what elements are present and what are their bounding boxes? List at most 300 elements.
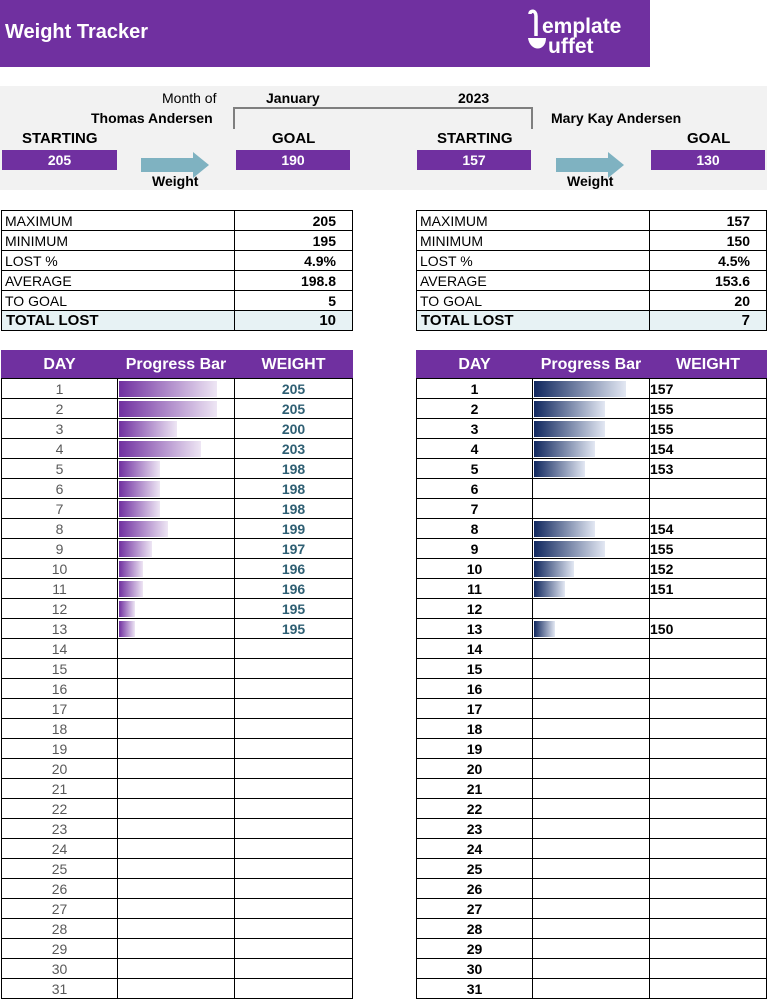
weight-cell[interactable]: 154 [650,519,767,539]
day-cell: 12 [417,599,533,619]
progress-bar-fill [534,561,574,577]
table-row [417,959,767,979]
day-cell: 3 [417,419,533,439]
weight-cell[interactable]: 205 [235,379,353,399]
progress-bar-cell [533,919,650,939]
table-row [2,499,353,519]
weight-cell[interactable]: 200 [235,419,353,439]
progress-bar-cell [533,679,650,699]
day-cell: 31 [417,979,533,999]
stat-row [2,291,353,311]
weight-cell[interactable] [650,659,767,679]
progress-bar-cell [533,419,650,439]
weight-cell[interactable] [235,639,353,659]
weight-cell[interactable] [235,799,353,819]
progress-bar-fill [534,621,555,637]
weight-cell[interactable]: 157 [650,379,767,399]
table-row [417,559,767,579]
person1-goal-value[interactable]: 190 [236,150,350,170]
weight-cell[interactable] [235,699,353,719]
progress-bar-cell [533,639,650,659]
progress-bar-fill [534,441,595,457]
weight-cell[interactable] [650,499,767,519]
day-cell: 22 [2,799,118,819]
stat-value[interactable]: 150 [650,231,767,251]
table-row [417,379,767,399]
table-row [417,439,767,459]
progress-bar-cell [533,699,650,719]
day-cell: 6 [2,479,118,499]
weight-cell[interactable] [235,919,353,939]
progress-bar-cell [533,979,650,999]
weight-cell[interactable] [650,679,767,699]
progress-bar-fill [119,561,143,577]
table-row [2,679,353,699]
day-cell: 10 [417,559,533,579]
progress-bar-cell [118,719,235,739]
table-row [417,759,767,779]
person2-goal-label: GOAL [687,130,731,147]
page-title: Weight Tracker [5,21,149,43]
day-cell: 26 [417,879,533,899]
svg-text:uffet: uffet [548,35,594,58]
table-row [2,939,353,959]
day-cell: 29 [2,939,118,959]
progress-bar-cell [118,939,235,959]
weight-cell[interactable] [235,939,353,959]
weight-cell[interactable] [650,959,767,979]
day-cell: 25 [2,859,118,879]
day-cell: 19 [2,739,118,759]
weight-cell[interactable] [650,779,767,799]
progress-bar-cell [118,479,235,499]
stat-value[interactable]: 20 [650,291,767,311]
progress-bar-fill [534,541,605,557]
progress-bar-cell [533,619,650,639]
stat-label: AVERAGE [2,271,235,291]
progress-bar-fill [119,601,135,617]
progress-bar-cell [118,699,235,719]
day-cell: 9 [2,539,118,559]
progress-bar-cell [533,899,650,919]
stat-label: MINIMUM [2,231,235,251]
progress-bar-fill [119,481,160,497]
progress-bar-fill [534,421,605,437]
table-row [2,859,353,879]
weight-cell[interactable] [650,919,767,939]
weight-cell[interactable] [650,739,767,759]
table-row [417,659,767,679]
person1-starting-value[interactable]: 205 [2,150,117,170]
progress-bar-cell [533,799,650,819]
progress-bar-fill [534,581,565,597]
table-row [2,699,353,719]
table-row [2,599,353,619]
weight-cell[interactable]: 155 [650,539,767,559]
weight-cell[interactable] [235,879,353,899]
day-cell: 19 [417,739,533,759]
day-cell: 11 [2,579,118,599]
stat-value[interactable]: 5 [235,291,353,311]
progress-column-header: Progress Bar [118,351,235,379]
day-cell: 17 [417,699,533,719]
weight-cell[interactable] [650,879,767,899]
weight-cell[interactable] [650,939,767,959]
weight-cell[interactable] [235,979,353,999]
day-cell: 13 [2,619,118,639]
table-row [417,839,767,859]
progress-bar-cell [118,599,235,619]
day-cell: 4 [417,439,533,459]
weight-cell[interactable]: 195 [235,599,353,619]
progress-bar-cell [118,799,235,819]
weight-cell[interactable]: 196 [235,559,353,579]
weight-column-header: WEIGHT [235,351,353,379]
table-row [2,379,353,399]
weight-cell[interactable] [650,639,767,659]
stat-value[interactable]: 153.6 [650,271,767,291]
person2-stats-table [416,210,767,331]
table-row [417,459,767,479]
day-cell: 31 [2,979,118,999]
person1-starting-label: STARTING [22,130,98,147]
total-lost-label: TOTAL LOST [417,311,650,331]
weight-cell[interactable] [650,839,767,859]
progress-bar-cell [533,499,650,519]
weight-cell[interactable] [650,599,767,619]
weight-cell[interactable]: 198 [235,459,353,479]
day-cell: 1 [2,379,118,399]
day-cell: 5 [417,459,533,479]
progress-bar-cell [118,919,235,939]
person2-goal-value[interactable]: 130 [651,150,765,170]
table-row [2,759,353,779]
weight-cell[interactable] [235,959,353,979]
weight-cell[interactable] [650,799,767,819]
weight-cell[interactable] [235,839,353,859]
progress-bar-cell [118,459,235,479]
weight-cell[interactable] [650,979,767,999]
weight-cell[interactable] [650,819,767,839]
day-cell: 3 [2,419,118,439]
table-row [2,739,353,759]
progress-bar-cell [533,859,650,879]
day-cell: 17 [2,699,118,719]
day-cell: 14 [2,639,118,659]
table-row [417,419,767,439]
progress-bar-cell [118,839,235,859]
table-row [417,859,767,879]
table-row [417,979,767,999]
progress-bar-cell [118,579,235,599]
day-cell: 30 [2,959,118,979]
day-cell: 29 [417,939,533,959]
day-cell: 2 [417,399,533,419]
table-row [417,519,767,539]
table-row [2,819,353,839]
table-row [2,479,353,499]
table-row [417,819,767,839]
stat-value[interactable]: 195 [235,231,353,251]
total-lost-value[interactable]: 7 [650,311,767,331]
stat-row [2,211,353,231]
template-buffet-logo [524,8,650,58]
day-cell: 24 [2,839,118,859]
weight-cell[interactable]: 155 [650,419,767,439]
table-row [417,679,767,699]
progress-bar-cell [118,439,235,459]
progress-bar-cell [533,779,650,799]
progress-bar-fill [119,381,217,397]
day-cell: 21 [417,779,533,799]
svg-text:emplate: emplate [542,15,622,38]
table-row [2,959,353,979]
table-row [417,639,767,659]
day-cell: 10 [2,559,118,579]
year-value[interactable]: 2023 [458,90,490,106]
table-row [2,919,353,939]
total-lost-value[interactable]: 10 [235,311,353,331]
table-row [417,619,767,639]
progress-bar-fill [119,621,135,637]
progress-bar-cell [533,599,650,619]
day-cell: 28 [2,919,118,939]
progress-bar-cell [118,979,235,999]
summary-band [0,86,767,190]
weight-cell[interactable]: 199 [235,519,353,539]
weight-column-header: WEIGHT [650,351,767,379]
stat-value[interactable]: 157 [650,211,767,231]
table-row [2,439,353,459]
progress-bar-fill [119,421,177,437]
day-cell: 8 [417,519,533,539]
stat-label: MAXIMUM [2,211,235,231]
table-row [417,919,767,939]
weight-cell[interactable]: 198 [235,479,353,499]
person1-name[interactable]: Thomas Andersen [91,110,213,126]
table-row [417,599,767,619]
month-bracket [233,107,533,129]
day-cell: 15 [2,659,118,679]
progress-bar-cell [533,519,650,539]
table-row [2,719,353,739]
total-lost-label: TOTAL LOST [2,311,235,331]
person2-weight-label: Weight [567,173,614,189]
table-row [417,939,767,959]
weight-cell[interactable] [650,899,767,919]
month-of-label: Month of [162,90,217,106]
table-row [2,519,353,539]
weight-cell[interactable] [235,899,353,919]
table-row [417,739,767,759]
total-lost-row [2,311,353,331]
weight-cell[interactable]: 205 [235,399,353,419]
weight-cell[interactable]: 151 [650,579,767,599]
table-row [2,419,353,439]
table-row [2,579,353,599]
stat-label: TO GOAL [2,291,235,311]
progress-bar-cell [118,379,235,399]
progress-bar-cell [118,899,235,919]
weight-cell[interactable] [235,859,353,879]
day-cell: 28 [417,919,533,939]
day-cell: 20 [417,759,533,779]
progress-bar-cell [118,759,235,779]
progress-bar-fill [534,381,626,397]
person2-name[interactable]: Mary Kay Andersen [551,110,682,126]
month-value[interactable]: January [266,90,320,106]
person2-starting-value[interactable]: 157 [417,150,531,170]
progress-bar-cell [533,879,650,899]
weight-cell[interactable] [235,819,353,839]
table-row [2,839,353,859]
stat-label: AVERAGE [417,271,650,291]
progress-bar-cell [533,959,650,979]
person1-weight-label: Weight [152,173,199,189]
stat-value[interactable]: 4.5% [650,251,767,271]
progress-bar-cell [533,559,650,579]
person1-stats-table [1,210,353,331]
weight-cell[interactable] [235,739,353,759]
weight-cell[interactable]: 196 [235,579,353,599]
progress-bar-cell [118,419,235,439]
day-cell: 21 [2,779,118,799]
day-cell: 23 [417,819,533,839]
day-column-header: DAY [2,351,118,379]
table-row [417,799,767,819]
progress-bar-cell [118,739,235,759]
table-row [417,899,767,919]
day-cell: 27 [417,899,533,919]
progress-bar-cell [533,659,650,679]
progress-bar-fill [119,401,217,417]
day-cell: 16 [2,679,118,699]
progress-bar-cell [533,739,650,759]
progress-bar-cell [118,539,235,559]
progress-bar-cell [118,399,235,419]
stat-row [417,231,767,251]
day-cell: 13 [417,619,533,639]
weight-cell[interactable] [650,719,767,739]
day-cell: 4 [2,439,118,459]
progress-bar-fill [119,541,152,557]
day-cell: 18 [417,719,533,739]
progress-bar-fill [119,461,160,477]
table-row [417,879,767,899]
table-row [417,399,767,419]
progress-bar-fill [534,461,585,477]
weight-cell[interactable]: 198 [235,499,353,519]
table-row [417,699,767,719]
weight-cell[interactable]: 150 [650,619,767,639]
day-cell: 2 [2,399,118,419]
progress-bar-cell [533,459,650,479]
progress-bar-cell [533,399,650,419]
progress-bar-fill [534,401,605,417]
weight-cell[interactable] [235,679,353,699]
table-row [2,459,353,479]
progress-bar-cell [118,779,235,799]
weight-cell[interactable] [235,759,353,779]
stat-value[interactable]: 4.9% [235,251,353,271]
progress-column-header: Progress Bar [533,351,650,379]
table-row [2,779,353,799]
weight-cell[interactable] [235,779,353,799]
progress-bar-cell [533,439,650,459]
day-cell: 24 [417,839,533,859]
day-cell: 25 [417,859,533,879]
day-cell: 8 [2,519,118,539]
stat-row [417,251,767,271]
day-cell: 30 [417,959,533,979]
progress-bar-cell [533,479,650,499]
progress-bar-cell [533,579,650,599]
progress-bar-cell [533,539,650,559]
day-column-header: DAY [417,351,533,379]
day-cell: 15 [417,659,533,679]
table-row [2,899,353,919]
person2-starting-label: STARTING [437,130,513,147]
day-cell: 5 [2,459,118,479]
weight-cell[interactable]: 197 [235,539,353,559]
weight-cell[interactable] [650,859,767,879]
total-lost-row [417,311,767,331]
stat-value[interactable]: 205 [235,211,353,231]
person2-daily-table [416,350,767,999]
table-row [2,639,353,659]
progress-bar-cell [118,959,235,979]
table-row [2,619,353,639]
progress-bar-cell [533,379,650,399]
weight-cell[interactable]: 155 [650,399,767,419]
progress-bar-fill [119,581,143,597]
daily-header-row [417,351,767,379]
weight-cell[interactable]: 203 [235,439,353,459]
weight-cell[interactable]: 152 [650,559,767,579]
table-row [2,539,353,559]
day-cell: 23 [2,819,118,839]
day-cell: 16 [417,679,533,699]
progress-bar-cell [118,499,235,519]
weight-cell[interactable]: 153 [650,459,767,479]
progress-bar-cell [118,619,235,639]
weight-cell[interactable] [235,659,353,679]
progress-bar-cell [533,939,650,959]
stat-label: MAXIMUM [417,211,650,231]
day-cell: 22 [417,799,533,819]
stat-row [2,231,353,251]
stat-label: TO GOAL [417,291,650,311]
table-row [2,399,353,419]
day-cell: 1 [417,379,533,399]
progress-bar-cell [118,639,235,659]
weight-cell[interactable]: 154 [650,439,767,459]
weight-cell[interactable] [650,759,767,779]
weight-cell[interactable]: 195 [235,619,353,639]
day-cell: 27 [2,899,118,919]
stat-label: MINIMUM [417,231,650,251]
table-row [2,659,353,679]
table-row [2,559,353,579]
day-cell: 26 [2,879,118,899]
day-cell: 7 [417,499,533,519]
stat-value[interactable]: 198.8 [235,271,353,291]
weight-cell[interactable] [235,719,353,739]
weight-cell[interactable] [650,479,767,499]
table-row [417,579,767,599]
stat-label: LOST % [2,251,235,271]
weight-cell[interactable] [650,699,767,719]
